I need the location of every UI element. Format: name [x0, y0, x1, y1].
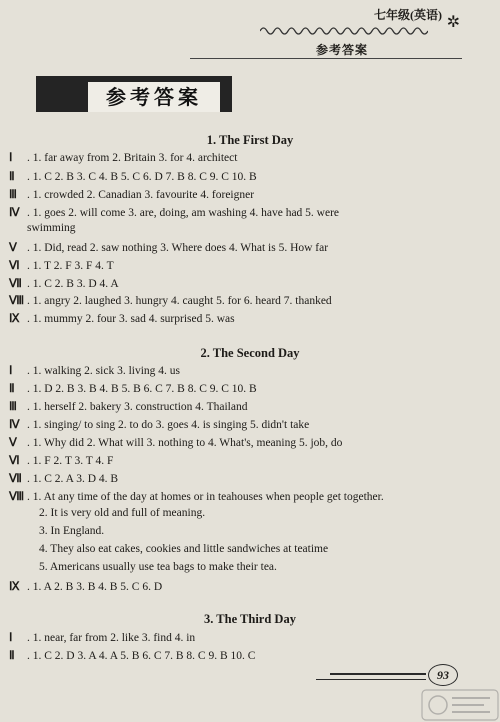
answer-line: Ⅴ . 1. Why did 2. What will 3. nothing to 4. What's, meaning 5. job, do [9, 437, 343, 449]
answer-line: Ⅲ . 1. herself 2. bakery 3. construction 4. Thailand [9, 401, 248, 413]
answer-line: Ⅳ . 1. singing/ to sing 2. to do 3. goes 4. is singing 5. didn't take [9, 419, 310, 431]
answer-line: Ⅶ . 1. C 2. B 3. D 4. A [9, 278, 119, 290]
answer-line: Ⅷ . 1. angry 2. laughed 3. hungry 4. caught 5. for 6. heard 7. thanked [9, 295, 332, 307]
watermark-logo [420, 688, 500, 722]
answer-line: Ⅲ . 1. crowded 2. Canadian 3. favourite 4. foreigner [9, 189, 255, 201]
answer-line: Ⅱ . 1. C 2. D 3. A 4. A 5. B 6. C 7. B 8. C 9. B 10. C [9, 650, 256, 662]
answer-line: Ⅸ . 1. mummy 2. four 3. sad 4. surprised 5. was [9, 313, 235, 325]
section-title-1: 1. The First Day [206, 133, 294, 147]
answer-line: Ⅸ . 1. A 2. B 3. B 4. B 5. C 6. D [9, 581, 163, 593]
header-subtitle: 参考答案 [316, 43, 369, 57]
answer-line: Ⅵ . 1. T 2. F 3. F 4. T [9, 260, 114, 272]
page-title: 参考答案 [88, 82, 220, 112]
header-divider [190, 58, 462, 59]
answer-line: Ⅱ . 1. C 2. B 3. C 4. B 5. C 6. D 7. B 8. C 9. C 10. B [9, 171, 257, 183]
footer-rule [316, 679, 426, 680]
answer-line: Ⅰ . 1. near, far from 2. like 3. find 4. in [9, 632, 196, 644]
page-number: 93 [428, 664, 458, 686]
answer-line-continuation: 5. Americans usually use tea bags to make their tea. [39, 561, 277, 573]
answer-line: Ⅰ . 1. far away from 2. Britain 3. for 4. architect [9, 152, 238, 164]
answer-line-continuation: 4. They also eat cakes, cookies and little sandwiches at teatime [39, 543, 329, 555]
header-grade: 七年级(英语) [374, 8, 442, 22]
answer-line: Ⅵ . 1. F 2. T 3. T 4. F [9, 455, 114, 467]
answer-line: Ⅰ . 1. walking 2. sick 3. living 4. us [9, 365, 181, 377]
star-icon: ✲ [446, 14, 460, 31]
answer-line-continuation: 2. It is very old and full of meaning. [39, 507, 206, 519]
wave-ornament [260, 23, 428, 39]
answer-line: Ⅴ . 1. Did, read 2. saw nothing 3. Where does 4. What is 5. How far [9, 242, 329, 254]
section-title-3: 3. The Third Day [204, 612, 296, 626]
answer-line-continuation: swimming [27, 222, 76, 234]
answer-line-continuation: 3. In England. [39, 525, 105, 537]
answer-line: Ⅷ . 1. At any time of the day at homes or in teahouses when people get together. [9, 491, 384, 503]
footer-rule [330, 673, 426, 675]
answer-line: Ⅱ . 1. D 2. B 3. B 4. B 5. B 6. C 7. B 8. C 9. C 10. B [9, 383, 257, 395]
section-title-2: 2. The Second Day [200, 346, 300, 360]
answer-line: Ⅳ . 1. goes 2. will come 3. are, doing, am washing 4. have had 5. were [9, 207, 340, 219]
answer-line: Ⅶ . 1. C 2. A 3. D 4. B [9, 473, 119, 485]
